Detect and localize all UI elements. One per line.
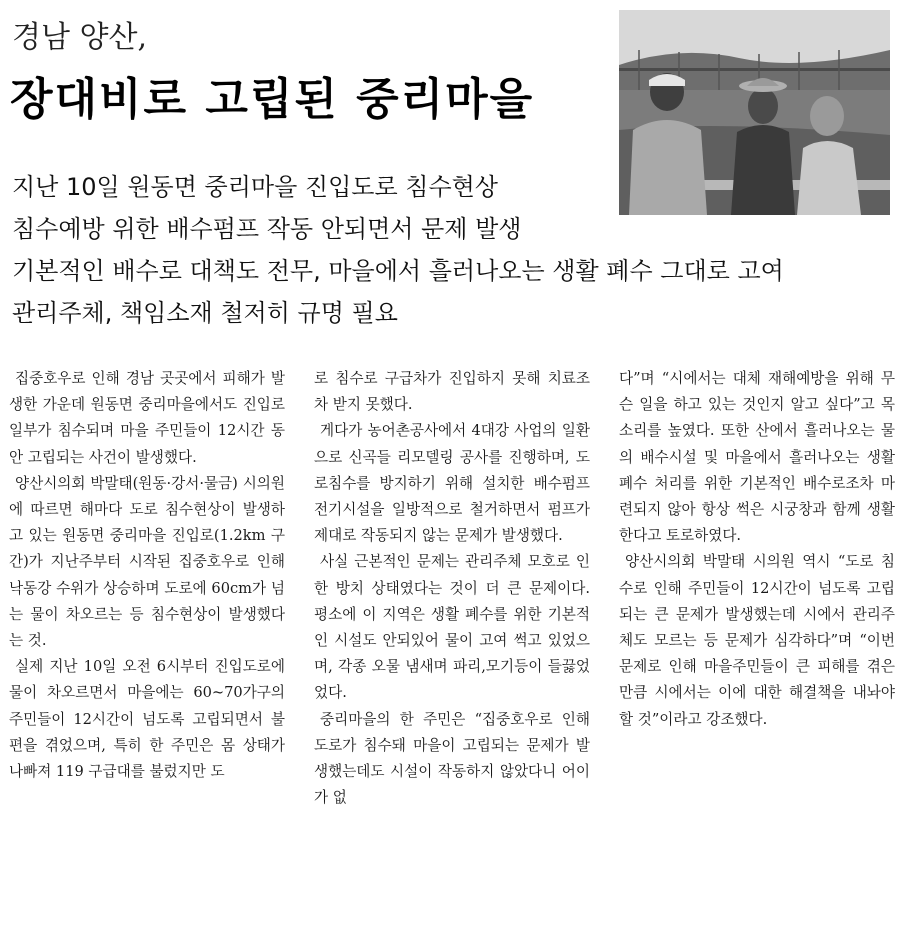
headline: 장대비로 고립된 중리마을 (10, 74, 535, 125)
paragraph: 로 침수로 구급차가 진입하지 못해 치료조차 받지 못했다. (314, 370, 590, 414)
paragraph: 집중호우로 인해 경남 곳곳에서 피해가 발생한 가운데 원동면 중리마을에서도 진입로 일부가 침수되며 마을 주민들이 12시간 동안 고립되는 사건이 발생했다. (9, 370, 285, 466)
subheadings (12, 166, 897, 334)
article-column-1 (9, 366, 285, 785)
paragraph: 다”며 “시에서는 대체 재해예방을 위해 무슨 일을 하고 있는 것인지 알고 싶다”고 목소리를 높였다. 또한 산에서 흘러나오는 물의 배수시설 및 마을에서 흘러나오는 생활 폐수 처리를 위한 기본적인 배수로조차 마련되지 않아 항상 썩은 시궁창과 함께 생활한다고 토로하였다. (619, 370, 895, 545)
subheading: 기본적인 배수로 대책도 전무, 마을에서 흘러나오는 생활 폐수 그대로 고여 (12, 257, 784, 285)
kicker-line: 경남 양산, (12, 20, 147, 55)
paragraph: 양산시의회 박말태(원동·강서·물금) 시의원에 따르면 해마다 도로 침수현상이 발생하고 있는 원동면 중리마을 진입로(1.2km 구간)가 지난주부터 시작된 집중호우로 인해 낙동강 수위가 상승하며 도로에 60cm가 넘는 물이 차오르는 등 침수현상이 발생했다는 것. (9, 474, 285, 650)
paragraph: 게다가 농어촌공사에서 4대강 사업의 일환으로 신곡들 리모델링 공사를 진행하며, 도로침수를 방지하기 위해 설치한 배수펌프 전기시설을 일방적으로 철거하면서 펌프가 제대로 작동되지 않는 문제가 발생했다. (314, 422, 590, 545)
subheading: 침수예방 위한 배수펌프 작동 안되면서 문제 발생 (12, 215, 522, 243)
subheading: 지난 10일 원동면 중리마을 진입도로 침수현상 (12, 173, 498, 201)
paragraph: 실제 지난 10일 오전 6시부터 진입도로에 물이 차오르면서 마을에는 60~70가구의 주민들이 12시간이 넘도록 고립되면서 불편을 겪었으며, 특히 한 주민은 몸 상태가 나빠져 119 구급대를 불렀지만 도 (9, 658, 285, 781)
subheading: 관리주체, 책임소재 철저히 규명 필요 (12, 299, 398, 327)
paragraph: 사실 근본적인 문제는 관리주체 모호로 인한 방치 상태였다는 것이 더 큰 문제이다. 평소에 이 지역은 생활 폐수를 위한 기본적인 시설도 안되있어 물이 고여 썩고 있었으며, 각종 오물 냄새며 파리,모기등이 들끓었었다. (314, 553, 590, 702)
article-column-2 (314, 366, 590, 811)
paragraph: 양산시의회 박말태 시의원 역시 “도로 침수로 인해 주민들이 12시간이 넘도록 고립되는 큰 문제가 발생했는데 시에서 관리주체도 모르는 등 문제가 심각하다”며 “이번 문제로 인해 마을주민들이 큰 피해를 겪은 만큼 시에서는 이에 대한 해결책을 내놔야 할 것”이라고 강조했다. (619, 553, 895, 728)
article-column-3 (619, 366, 895, 733)
paragraph: 중리마을의 한 주민은 “집중호우로 인해 도로가 침수돼 마을이 고립되는 문제가 발생했는데도 시설이 작동하지 않았다니 어이가 없 (314, 710, 590, 807)
